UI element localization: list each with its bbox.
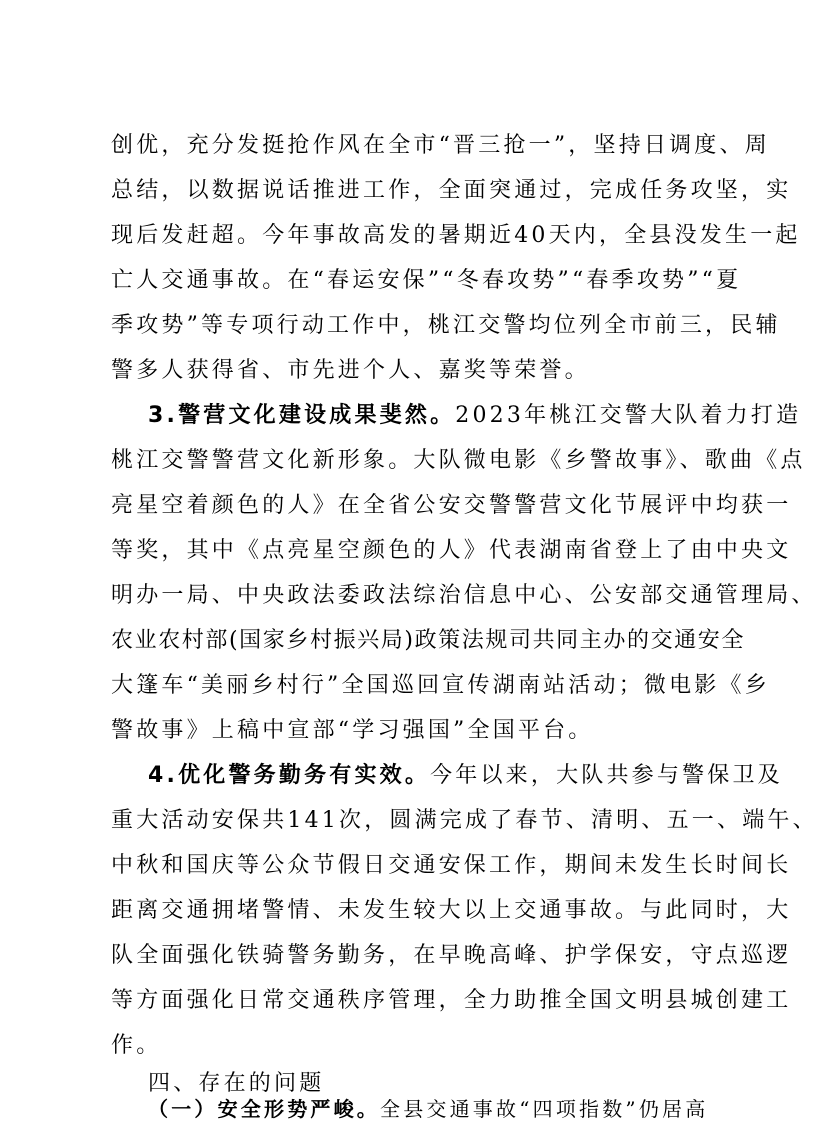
paragraph-line: 农业农村部(国家乡村振兴局)政策法规司共同主办的交通安全 xyxy=(111,628,745,653)
paragraph-line: 警多人获得省、市先进个人、嘉奖等荣誉。 xyxy=(111,358,590,383)
paragraph-line: 季攻势”等专项行动工作中，桃江交警均位列全市前三，民辅 xyxy=(111,313,781,338)
subsection-1-text: 全县交通事故“四项指数”仍居高 xyxy=(380,1097,709,1121)
paragraph-line: 警故事》上稿中宣部“学习强国”全国平台。 xyxy=(111,718,594,743)
paragraph-line: 距离交通拥堵警情、未发生较大以上交通事故。与此同时，大 xyxy=(111,898,792,923)
section-4-text: 今年以来，大队共参与警保卫及 xyxy=(430,763,783,788)
paragraph-line: 队全面强化铁骑警务勤务，在早晚高峰、护学保安，守点巡逻 xyxy=(111,943,792,968)
section-3-first-line xyxy=(148,396,802,436)
paragraph-line: 中秋和国庆等公众节假日交通安保工作，期间未发生长时间长 xyxy=(111,853,792,878)
paragraph-line: 重大活动安保共141次，圆满完成了春节、清明、五一、端午、 xyxy=(111,808,818,833)
paragraph-line: 作。 xyxy=(111,1033,162,1058)
paragraph-line: 现后发赶超。今年事故高发的暑期近40天内，全县没发生一起 xyxy=(111,223,801,248)
paragraph-line: 亡人交通事故。在“春运安保”“冬春攻势”“春季攻势”“夏 xyxy=(111,268,742,293)
subsection-1-line xyxy=(148,1097,709,1121)
section-3-heading: 3.警营文化建设成果斐然。 xyxy=(148,403,456,428)
paragraph-line: 亮星空着颜色的人》在全省公安交警警营文化节展评中均获一 xyxy=(111,493,792,518)
paragraph-line: 等奖，其中《点亮星空颜色的人》代表湖南省登上了由中央文 xyxy=(111,538,792,563)
paragraph-line: 大篷车“美丽乡村行”全国巡回宣传湖南站活动；微电影《乡 xyxy=(111,673,770,698)
section-4-heading: 4.优化警务勤务有实效。 xyxy=(148,763,431,788)
paragraph-line: 创优，充分发挺抢作风在全市“晋三抢一”，坚持日调度、周 xyxy=(111,133,770,158)
section-heading: 四、存在的问题 xyxy=(148,1071,325,1096)
paragraph-line: 明办一局、中央政法委政法综治信息中心、公安部交通管理局、 xyxy=(111,583,817,608)
subsection-1-heading: （一）安全形势严峻。 xyxy=(148,1097,380,1121)
section-3-text: 2023年桃江交警大队着力打造 xyxy=(455,403,802,428)
paragraph-line: 桃江交警警营文化新形象。大队微电影《乡警故事》、歌曲《点 xyxy=(111,448,806,473)
paragraph-line: 总结，以数据说话推进工作，全面突通过，完成任务攻坚，实 xyxy=(111,178,792,203)
paragraph-line: 等方面强化日常交通秩序管理，全力助推全国文明县城创建工 xyxy=(111,988,792,1013)
section-4-first-line xyxy=(148,756,783,796)
